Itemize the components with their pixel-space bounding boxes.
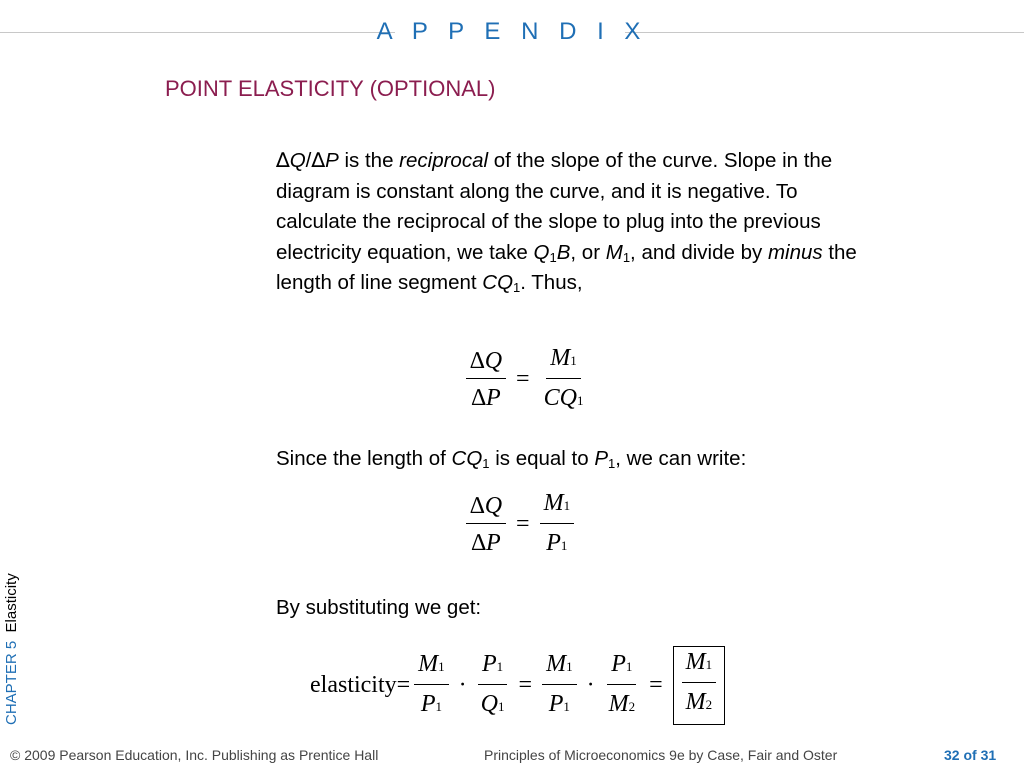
chapter-side-label xyxy=(3,515,20,725)
fraction-m1-cq1: $\frac{M1}{CQ1}$ xyxy=(543,345,584,411)
equation-dq-dp-m1-p1: $\frac{\Delta Q}{\Delta P}$ = $\frac{M1}{P1}$ xyxy=(462,490,578,559)
paragraph-cq1-equals-p1: Since the length of $CQ_1$ is equal to $P_1$, we can write: xyxy=(276,447,747,471)
section-subtitle: POINT ELASTICITY (OPTIONAL) xyxy=(165,76,496,101)
fraction-p1-over-q1: $\frac{P1}{Q1}$ xyxy=(477,651,509,720)
chapter-topic: Elasticity xyxy=(3,573,20,633)
elasticity-lhs: elasticity= xyxy=(310,672,411,698)
chapter-number: CHAPTER 5 xyxy=(3,640,20,725)
equation-reciprocal-slope: $\frac{\Delta Q}{\Delta P}$ = $\frac{M1}{CQ1}$ xyxy=(462,345,591,414)
fraction-dq-dp-2: $\frac{\Delta Q}{\Delta P}$ xyxy=(466,493,506,556)
fraction-m1-over-p1: $\frac{M1}{P1}$ xyxy=(414,651,449,720)
fraction-m1-over-p1-b: $\frac{M1}{P1}$ xyxy=(542,651,577,720)
page-counter: 32 of 31 xyxy=(944,747,997,763)
fraction-p1-over-m2: $\frac{P1}{M2}$ xyxy=(608,651,636,717)
boxed-result xyxy=(673,646,726,725)
appendix-title: A P P E N D I X xyxy=(376,18,648,45)
equation-elasticity: elasticity= $\frac{M1}{P1}$ · $\frac{P1}{Q1}$ = $\frac{M1}{P1}$ · $\frac{P1}{M2}$ = $\frac{M1}{M2}$ xyxy=(310,646,725,725)
paragraph-substituting: By substituting we get: xyxy=(276,596,482,619)
fraction-dq-dp: $\frac{\Delta Q}{\Delta P}$ xyxy=(466,348,506,411)
fraction-m1-over-m2: $\frac{M1}{M2}$ xyxy=(682,649,717,718)
footer-copyright: © 2009 Pearson Education, Inc. Publishing as Prentice Hall xyxy=(10,747,379,763)
footer-book-title: Principles of Microeconomics 9e by Case, Fair and Oster xyxy=(484,747,838,763)
fraction-m1-p1: $\frac{M1}{P1}$ xyxy=(540,490,575,559)
paragraph-reciprocal-slope: ∆Q/∆P is the reciprocal of the slope of the curve. Slope in the diagram is constant along the curve, and it is negative. To calculate the reciprocal of the slope to plug into the previous electricity equation, we take $Q_1B$, or $M_1$, and divide by minus the length of line segment $CQ_1$. Thus, xyxy=(276,148,857,295)
